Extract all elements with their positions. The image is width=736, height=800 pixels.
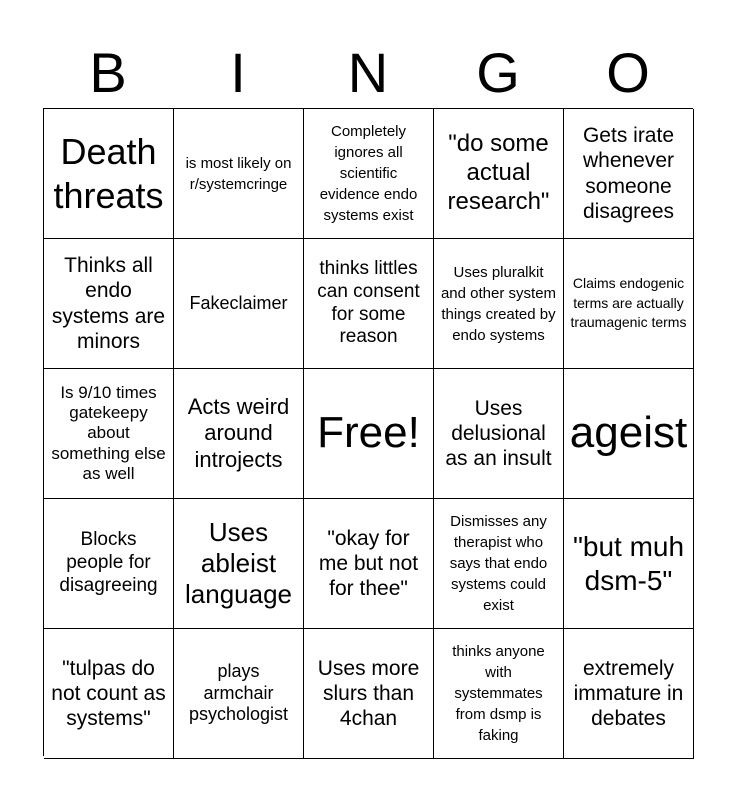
bingo-cell-r5c2[interactable]: plays armchair psychologist (174, 629, 304, 759)
bingo-cell-r5c5[interactable]: extremely immature in debates (564, 629, 694, 759)
bingo-cell-r5c1[interactable]: "tulpas do not count as systems" (44, 629, 174, 759)
bingo-cell-r3c1[interactable]: Is 9/10 times gatekeepy about something else as well (44, 369, 174, 499)
header-letter-n: N (347, 41, 389, 104)
bingo-cell-r4c3[interactable]: "okay for me but not for thee" (304, 499, 434, 629)
bingo-free-space[interactable]: Free! (304, 369, 434, 499)
bingo-cell-r1c2[interactable]: is most likely on r/systemcringe (174, 109, 304, 239)
bingo-cell-r1c4[interactable]: "do some actual research" (434, 109, 564, 239)
bingo-cell-r5c3[interactable]: Uses more slurs than 4chan (304, 629, 434, 759)
bingo-cell-r5c4[interactable]: thinks anyone with systemmates from dsmp is faking (434, 629, 564, 759)
bingo-header (43, 38, 693, 108)
bingo-cell-r1c1[interactable]: Death threats (44, 109, 174, 239)
bingo-cell-r4c2[interactable]: Uses ableist language (174, 499, 304, 629)
bingo-cell-r3c5[interactable]: ageist (564, 369, 694, 499)
bingo-cell-r2c5[interactable]: Claims endogenic terms are actually traumagenic terms (564, 239, 694, 369)
bingo-cell-r4c5[interactable]: "but muh dsm-5" (564, 499, 694, 629)
header-letter-b: B (89, 41, 127, 104)
header-letter-o: O (606, 41, 650, 104)
bingo-cell-r1c3[interactable]: Completely ignores all scientific evidence endo systems exist (304, 109, 434, 239)
bingo-cell-r2c2[interactable]: Fakeclaimer (174, 239, 304, 369)
header-letter-g: G (476, 41, 520, 104)
bingo-card-grid (43, 108, 693, 756)
bingo-cell-r3c4[interactable]: Uses delusional as an insult (434, 369, 564, 499)
bingo-cell-r1c5[interactable]: Gets irate whenever someone disagrees (564, 109, 694, 239)
bingo-cell-r3c2[interactable]: Acts weird around introjects (174, 369, 304, 499)
header-letter-i: I (230, 41, 246, 104)
bingo-cell-r2c1[interactable]: Thinks all endo systems are minors (44, 239, 174, 369)
bingo-cell-r2c4[interactable]: Uses pluralkit and other system things created by endo systems (434, 239, 564, 369)
bingo-cell-r4c4[interactable]: Dismisses any therapist who says that endo systems could exist (434, 499, 564, 629)
bingo-cell-r4c1[interactable]: Blocks people for disagreeing (44, 499, 174, 629)
bingo-cell-r2c3[interactable]: thinks littles can consent for some reason (304, 239, 434, 369)
